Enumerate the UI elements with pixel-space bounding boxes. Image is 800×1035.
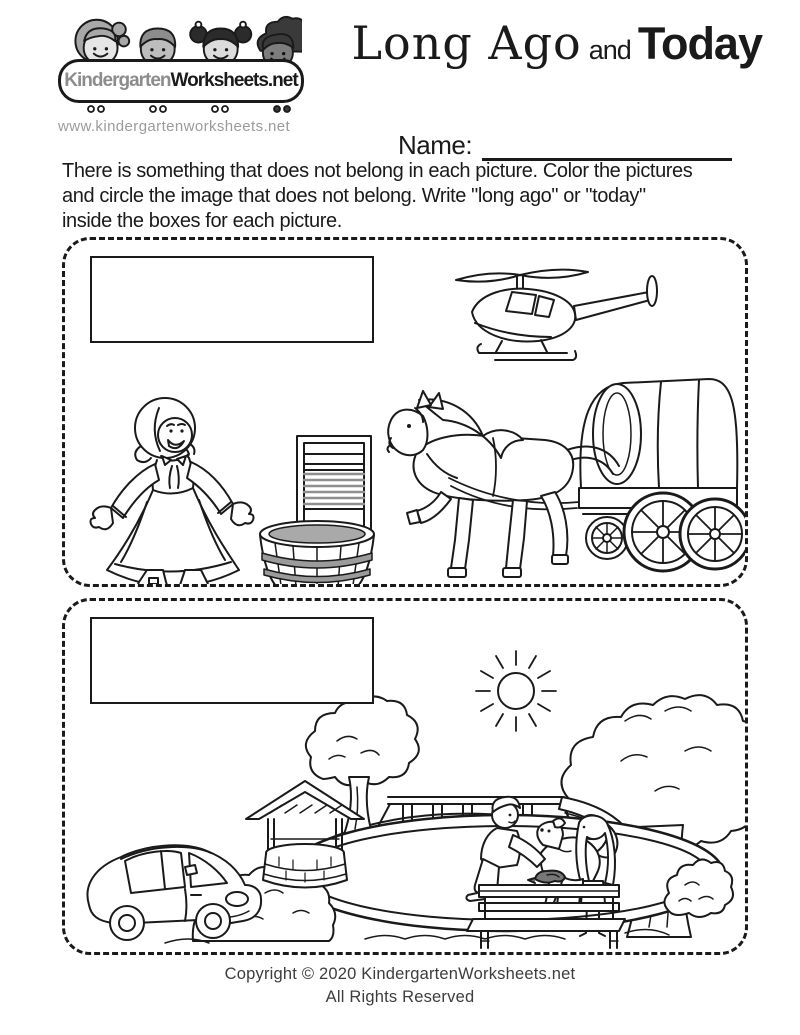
logo-wordmark xyxy=(58,59,304,103)
small-tree-icon xyxy=(306,696,419,837)
wagon-small-wheel xyxy=(586,517,628,559)
instructions-line-1: There is something that does not belong in each picture. Color the pictures xyxy=(62,160,693,182)
picture-panel-long-ago xyxy=(62,237,748,587)
page-title xyxy=(302,16,762,70)
title-long-ago: Long Ago xyxy=(351,16,582,70)
title-and: and xyxy=(588,35,631,65)
footer xyxy=(0,963,800,1009)
instructions xyxy=(62,159,762,234)
picture-panel-today xyxy=(62,598,748,955)
logo-text-worksheets: Worksheets.net xyxy=(170,70,298,91)
sun-icon xyxy=(476,651,556,731)
name-row xyxy=(398,130,732,161)
name-label: Name: xyxy=(398,130,473,160)
copyright-line: Copyright © 2020 KindergartenWorksheets.net xyxy=(224,965,576,983)
helicopter-icon xyxy=(456,270,657,360)
covered-wagon-icon xyxy=(579,379,745,571)
wagon-rear-wheel xyxy=(680,499,745,569)
instructions-line-2: and circle the image that does not belong. Write "long ago" or "today" xyxy=(62,185,646,207)
title-today: Today xyxy=(637,18,762,69)
answer-box-long-ago[interactable] xyxy=(90,256,374,343)
instructions-line-3: inside the boxes for each picture. xyxy=(62,210,342,232)
answer-box-today[interactable] xyxy=(90,617,374,704)
washboard-and-tub-icon xyxy=(260,436,374,584)
rights-line: All Rights Reserved xyxy=(325,988,475,1006)
pioneer-girl-icon xyxy=(91,398,254,584)
name-input-line[interactable] xyxy=(482,134,732,161)
brand-logo xyxy=(58,12,304,135)
website-url: www.kindergartenworksheets.net xyxy=(58,118,291,135)
logo-text-kindergarten: Kindergarten xyxy=(64,70,171,91)
logo-kids-feet xyxy=(60,103,302,116)
